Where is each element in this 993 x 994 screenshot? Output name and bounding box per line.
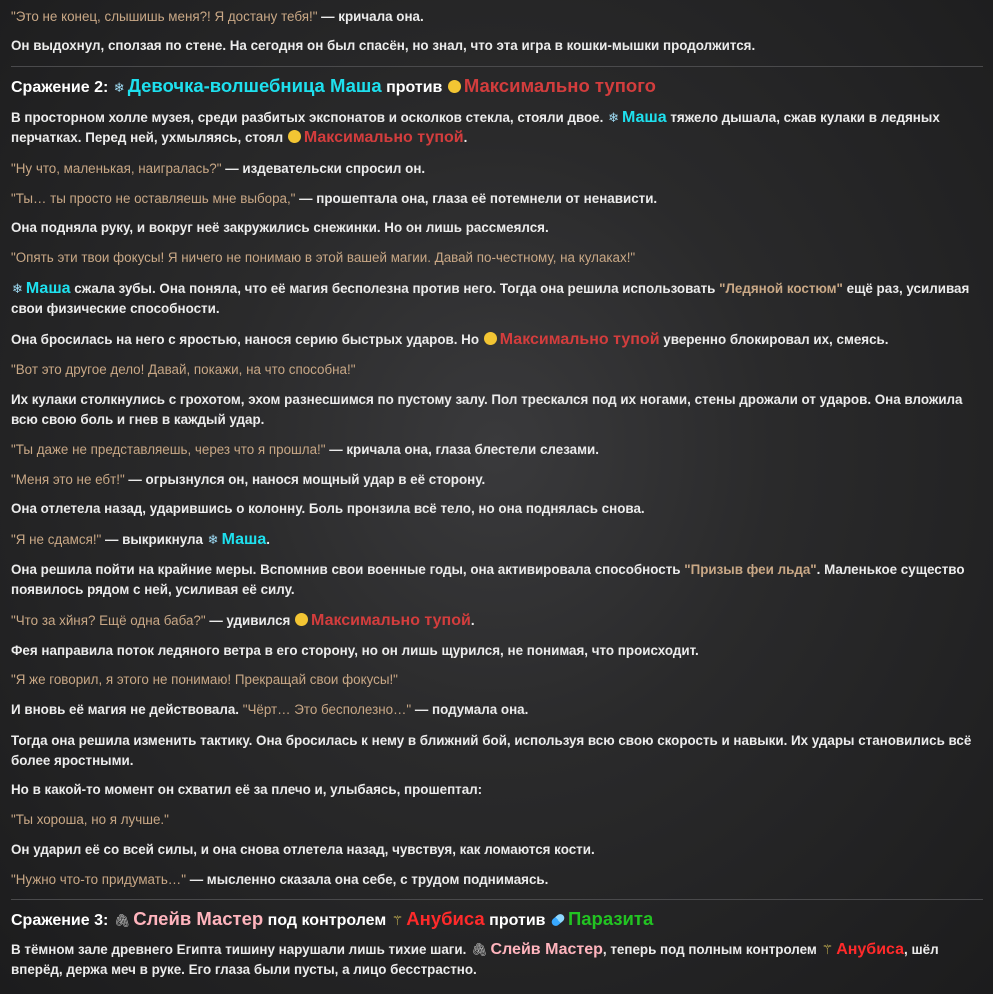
tongue-face-icon [484,332,497,345]
dialogue-quote: "Это не конец, слышишь меня?! Я достану тебя!" [11,9,318,24]
narration: Тогда она решила изменить тактику. Она бросилась к нему в ближний бой, используя всю свою скорость и навыки. Их удары становились всё более яростными. [11,733,972,768]
snowflake-icon: ❄ [207,532,219,547]
narration: В просторном холле музея, среди разбитых экспонатов и осколков стекла, стояли двое. [11,110,608,125]
magic-wand-icon: ⚚ [391,913,404,928]
narration: — мысленно сказала она себе, с трудом поднимаясь. [185,872,549,887]
paragraph [11,108,983,148]
dialogue-quote: "Вот это другое дело! Давай, покажи, на что способна!" [11,362,356,377]
dialogue-quote: "Я не сдамся!" [11,532,102,547]
enemy-name: Максимально тупого [463,75,656,96]
narration: Он ударил её со всей силы, и она снова отлетела назад, чувствуя, как ломаются кости. [11,842,595,857]
narration: Она подняла руку, и вокруг неё закружились снежинки. Но он лишь рассмеялся. [11,220,549,235]
narration: — кричала она. [317,9,424,24]
narration: — выкрикнула [101,532,207,547]
narration: — удивился [205,613,295,628]
section-divider [11,66,983,67]
narration: . [463,130,468,145]
narration: сжала зубы. Она поняла, что её магия бесполезна против него. Тогда она решила использовать [70,281,720,296]
narration: , шёл вперёд, держа меч в руке. Его глаза были пусты, а лицо бесстрастно. [11,942,939,977]
narration: Она отлетела назад, ударившись о колонну. Боль пронзила всё тело, но она поднялась снова. [11,501,645,516]
paragraph [11,330,889,350]
versus-text: против [381,79,447,96]
narration: . [470,613,475,628]
tongue-face-icon [288,130,301,143]
character-masha: Маша [221,531,267,548]
dialogue-quote: "Ну что, маленькая, наигралась?" [11,161,222,176]
character-dumb: Максимально тупой [303,129,464,146]
paragraph [11,611,475,631]
snowflake-icon: ❄ [12,281,23,296]
paragraph [11,440,599,460]
dialogue-quote: "Нужно что-то придумать…" [11,872,186,887]
tongue-face-icon [295,613,308,626]
hero-name: Девочка-волшебница Маша [127,75,382,96]
narration: Их кулаки столкнулись с грохотом, эхом разнесшимся по пустому залу. Пол трескался под их ногами, стены дрожали от ударов. Она вложила всю свою боль и гнев в каждый удар. [11,392,963,427]
paragraph [11,731,983,771]
paragraph [11,530,270,550]
paragraph [11,390,983,430]
paragraph [11,870,548,890]
narration: В тёмном зале древнего Египта тишину нарушали лишь тихие шаги. [11,942,471,957]
dialogue-quote: "Опять эти твои фокусы! Я ничего не понимаю в этой вашей магии. Давай по-честному, на кулаках!" [11,250,636,265]
battle-prefix: Сражение 2: [11,79,113,96]
character-masha: Маша [25,280,71,297]
narration: — кричала она, глаза блестели слезами. [325,442,599,457]
narration: . Маленькое существо появилось рядом с ней, усиливая её силу. [11,562,965,597]
character-slave-master: Слейв Мастер [133,908,264,929]
battle-2-heading [11,75,656,99]
snowflake-icon: ❄ [113,80,125,95]
narration: Он выдохнул, сползая по стене. На сегодня он был спасён, но знал, что эта игра в кошки-мышки продолжится. [11,38,756,53]
paragraph [11,159,425,179]
character-anubis: Анубиса [406,908,485,929]
paragraph [11,189,657,209]
paragraph [11,470,485,490]
narration: ещё раз, усиливая свои физические способности. [11,281,970,316]
character-slave-master: Слейв Мастер [490,941,603,958]
character-masha: Маша [621,109,667,126]
pill-icon [550,912,566,927]
paragraph [11,670,398,690]
narration: , теперь под полным контролем [602,942,821,957]
narration: — издевательски спросил он. [221,161,426,176]
paragraph [11,279,983,319]
character-parasite: Паразита [567,908,654,929]
paragraph [11,499,645,519]
tongue-face-icon [448,80,461,93]
paragraph [11,560,983,600]
dialogue-quote: "Ты хороша, но я лучше." [11,812,169,827]
narration: тяжело дышала, сжав кулаки в ледяных перчатках. Перед ней, ухмыляясь, стоял [11,110,940,145]
dialogue-quote: "Я же говорил, я этого не понимаю! Прекращай свои фокусы!" [11,672,398,687]
character-dumb: Максимально тупой [499,331,660,348]
battle-prefix: Сражение 3: [11,912,113,929]
dialogue-quote: "Чёрт… Это бесполезно…" [242,702,412,717]
paragraph [11,7,424,27]
narration: Фея направила поток ледяного ветра в его сторону, но он лишь щурился, не понимая, что происходит. [11,643,699,658]
narration: уверенно блокировал их, смеясь. [659,332,889,347]
paragraph [11,641,699,661]
narration: — подумала она. [411,702,529,717]
ability-name: "Ледяной костюм" [719,281,843,296]
dialogue-quote: "Ты даже не представляешь, через что я прошла!" [11,442,326,457]
dialogue-quote: "Ты… ты просто не оставляешь мне выбора," [11,191,296,206]
narration: . [266,532,270,547]
paragraph [11,360,355,380]
narration: — огрызнулся он, нанося мощный удар в её сторону. [124,472,486,487]
paperclip-icon: 🖇 [471,942,488,957]
heading-text: под контролем [263,912,391,929]
section-divider [11,899,983,900]
paragraph [11,36,755,56]
ability-name: "Призыв феи льда" [684,562,817,577]
dialogue-quote: "Меня это не ебт!" [11,472,125,487]
magic-wand-icon: ⚚ [821,942,834,957]
paperclip-icon: 🖇 [113,913,131,928]
battle-3-heading [11,908,653,932]
paragraph [11,700,528,720]
paragraph [11,218,549,238]
paragraph [11,780,482,800]
snowflake-icon: ❄ [608,110,619,125]
paragraph [11,810,169,830]
narration: — прошептала она, глаза её потемнели от ненависти. [295,191,658,206]
dialogue-quote: "Что за хйня? Ещё одна баба?" [11,613,206,628]
versus-text: против [484,912,550,929]
character-anubis: Анубиса [836,941,905,958]
character-dumb: Максимально тупой [311,612,471,629]
narration: Она бросилась на него с яростью, нанося серию быстрых ударов. Но [11,332,483,347]
narration: Она решила пойти на крайние меры. Вспомнив свои военные годы, она активировала способность [11,562,685,577]
paragraph [11,940,983,980]
paragraph [11,840,595,860]
narration: И вновь её магия не действовала. [11,702,243,717]
narration: Но в какой-то момент он схватил её за плечо и, улыбаясь, прошептал: [11,782,483,797]
paragraph [11,248,635,268]
